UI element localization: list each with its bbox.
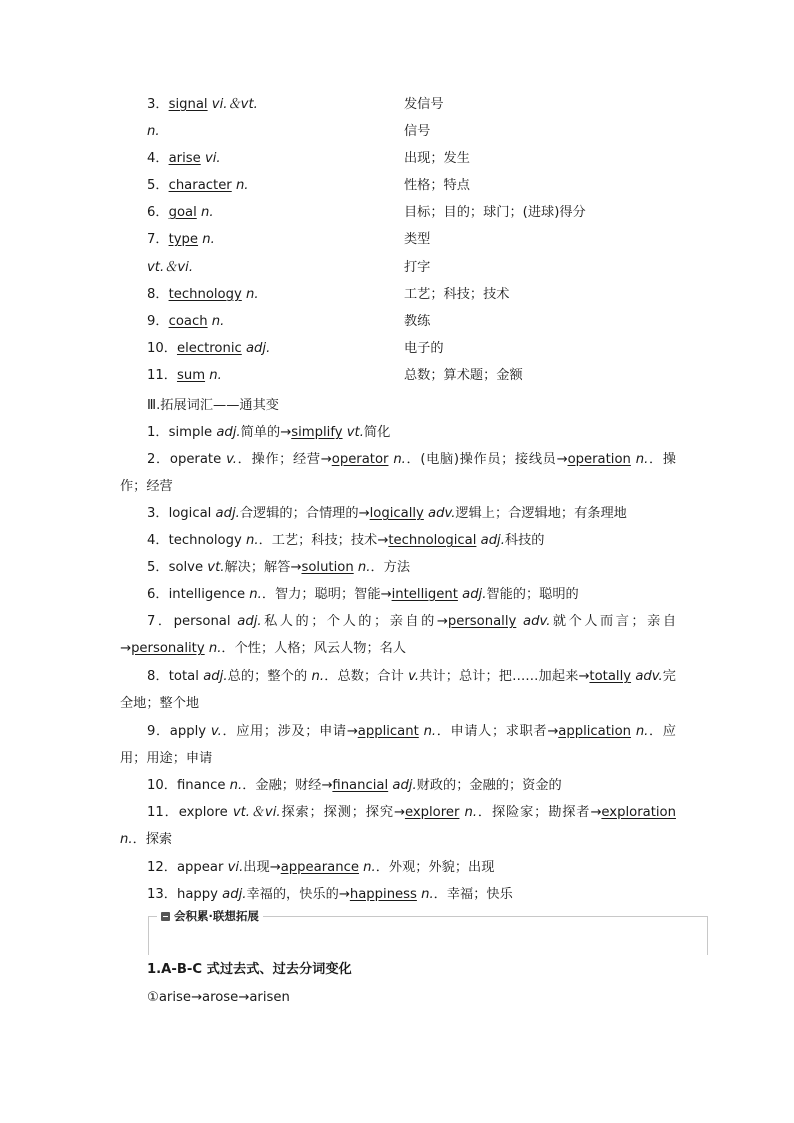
extension-item <box>120 799 676 853</box>
derived-word: solution <box>301 560 354 575</box>
part-of-speech: n. <box>393 452 406 467</box>
vocab-number: 6． <box>147 205 169 220</box>
section-title: Ⅲ.拓展词汇——通其变 <box>147 398 279 413</box>
derived-word: simplify <box>291 425 343 440</box>
text-segment: 3．logical <box>147 506 216 521</box>
text-segment: 简单的→ <box>240 425 292 440</box>
derived-word: exploration <box>601 805 676 820</box>
vocab-meaning: 性格；特点 <box>404 178 470 193</box>
derived-word: financial <box>332 778 389 793</box>
vocab-meaning: 工艺；科技；技术 <box>404 287 510 302</box>
text-segment <box>516 614 523 629</box>
part-of-speech: n. <box>120 832 133 847</box>
vocab-term <box>147 364 222 388</box>
extension-item <box>120 772 676 799</box>
vocab-number: 10． <box>147 341 177 356</box>
text-segment: 1．simple <box>147 425 217 440</box>
text-segment: ．应用；涉及；申请→ <box>221 724 358 739</box>
part-of-speech: n. <box>363 860 376 875</box>
vocab-word: character <box>168 178 232 193</box>
vocab-number: 3． <box>147 97 169 112</box>
vocab-word: coach <box>168 314 208 329</box>
vocab-row <box>0 147 794 171</box>
extension-text <box>120 778 562 793</box>
part-of-speech: n. <box>246 533 259 548</box>
text-segment: 就个人而言；亲自→ <box>120 614 677 656</box>
text-segment: 出现→ <box>243 860 281 875</box>
part-of-speech: adj. <box>215 506 240 521</box>
tail-example: ①arise→arose→arisen <box>147 990 290 1005</box>
extension-text <box>120 805 676 847</box>
vocab-word: type <box>168 232 199 247</box>
tip-box <box>148 909 708 955</box>
part-of-speech: adv. <box>523 614 551 629</box>
minus-box-icon <box>161 912 170 921</box>
vocab-number: 9． <box>147 314 169 329</box>
vocab-row <box>0 228 794 252</box>
part-of-speech: adj. <box>462 587 487 602</box>
vocab-term <box>147 310 224 334</box>
tip-box-label: 会积累·联想拓展 <box>174 909 259 923</box>
part-of-speech: vt. <box>346 425 364 440</box>
extension-text <box>120 587 579 602</box>
text-segment: 解决；解答→ <box>224 560 302 575</box>
vocab-word: arise <box>168 151 201 166</box>
vocab-term <box>147 201 214 225</box>
vocab-term <box>147 283 259 307</box>
text-segment: 7．personal <box>147 614 238 629</box>
vocab-word: sum <box>176 368 206 383</box>
vocab-pos: vi. <box>204 151 221 166</box>
vocab-row <box>0 174 794 198</box>
part-of-speech: adj. <box>216 425 241 440</box>
derived-word: operator <box>331 452 389 467</box>
text-segment: ．总数；合计 <box>324 669 409 684</box>
vocab-pos: n. <box>202 232 215 247</box>
text-segment: 私人的；个人的；亲自的→ <box>261 614 448 629</box>
part-of-speech: vi. <box>227 860 244 875</box>
part-of-speech: n. <box>249 587 262 602</box>
derived-word: application <box>558 724 631 739</box>
vocab-pos: n. <box>246 287 259 302</box>
vocab-pos: vi.＆vt. <box>211 97 258 112</box>
extension-text <box>120 724 676 766</box>
vocab-row <box>0 337 794 361</box>
vocab-word: electronic <box>176 341 242 356</box>
text-segment: 简化 <box>363 425 391 440</box>
extension-text <box>120 425 390 440</box>
extension-item <box>120 854 676 881</box>
part-of-speech: adv. <box>635 669 663 684</box>
part-of-speech: n. <box>635 724 649 739</box>
vocab-row <box>0 310 794 334</box>
text-segment: ．个性；人格；风云人物；名人 <box>221 641 407 656</box>
vocab-pos: n. <box>200 205 214 220</box>
extension-item <box>120 608 676 662</box>
text-segment: 4．technology <box>147 533 246 548</box>
text-segment: ．探险家；勘探者→ <box>477 805 602 820</box>
derived-word: happiness <box>349 887 417 902</box>
vocab-term <box>147 147 221 171</box>
text-segment: 探索；探测；探究→ <box>280 805 405 820</box>
vocab-meaning: 目标；目的；球门；(进球)得分 <box>404 205 586 220</box>
vocab-pos: n. <box>209 368 222 383</box>
vocab-term <box>147 228 215 252</box>
part-of-speech: adj. <box>237 614 262 629</box>
vocab-row <box>0 283 794 307</box>
text-segment: ．智力；聪明；智能→ <box>261 587 392 602</box>
vocab-term <box>147 174 249 198</box>
vocab-number: 5． <box>147 178 169 193</box>
derived-word: intelligent <box>391 587 458 602</box>
derived-word: appearance <box>280 860 359 875</box>
part-of-speech: n. <box>357 560 371 575</box>
vocab-meaning: 总数；算术题；金额 <box>404 368 523 383</box>
extension-text <box>120 452 676 494</box>
derived-word: technological <box>388 533 477 548</box>
text-segment: 共计；总计；把……加起来→ <box>419 669 590 684</box>
text-segment: 财政的；金融的；资金的 <box>416 778 562 793</box>
text-segment: ．应用；用途；申请 <box>120 724 676 766</box>
text-segment: 合逻辑的；合情理的→ <box>239 506 370 521</box>
vocab-word: goal <box>168 205 197 220</box>
extension-text <box>120 560 410 575</box>
extension-item <box>120 718 676 772</box>
text-segment: 5．solve <box>147 560 208 575</box>
derived-word: logically <box>369 506 424 521</box>
vocab-meaning: 电子的 <box>404 341 444 356</box>
extension-item <box>120 446 676 500</box>
vocab-term <box>147 337 270 361</box>
text-segment: 12．appear <box>147 860 228 875</box>
text-segment: 逻辑上；合逻辑地；有条理地 <box>455 506 627 521</box>
vocab-word: technology <box>168 287 242 302</box>
text-segment: ．探索 <box>132 832 173 847</box>
extension-text <box>120 614 676 656</box>
part-of-speech: n. <box>635 452 649 467</box>
text-segment: 13．happy <box>147 887 223 902</box>
vocab-row <box>0 201 794 225</box>
vocab-term <box>147 93 258 117</box>
vocab-number: 7． <box>147 232 169 247</box>
part-of-speech: adj. <box>392 778 417 793</box>
vocab-meaning: 信号 <box>404 124 431 139</box>
vocab-meaning: 出现；发生 <box>404 151 470 166</box>
extension-item <box>120 881 676 908</box>
vocab-word: signal <box>168 97 208 112</box>
text-segment: 10．finance <box>147 778 230 793</box>
derived-word: explorer <box>404 805 460 820</box>
derived-word: applicant <box>357 724 419 739</box>
text-segment: ．幸福；快乐 <box>433 887 513 902</box>
vocab-row <box>0 364 794 388</box>
part-of-speech: n. <box>229 778 243 793</box>
part-of-speech: vt. <box>207 560 225 575</box>
extension-text <box>120 533 544 548</box>
extension-item <box>120 581 676 608</box>
text-segment: ．金融；财经→ <box>242 778 333 793</box>
vocab-row <box>0 120 794 144</box>
extension-item <box>120 663 676 717</box>
extension-text <box>120 887 513 902</box>
vocab-number: 8． <box>147 287 169 302</box>
text-segment: ．外观；外貌；出现 <box>375 860 495 875</box>
vocab-term <box>147 120 160 144</box>
tail-heading: 1.A-B-C 式过去式、过去分词变化 <box>147 962 352 977</box>
text-segment: 9．apply <box>147 724 211 739</box>
text-segment: 智能的；聪明的 <box>486 587 579 602</box>
vocab-term <box>147 256 193 280</box>
text-segment: 总的；整个的 <box>227 669 312 684</box>
part-of-speech: vt.＆vi. <box>232 805 281 820</box>
extension-text <box>120 860 494 875</box>
text-segment: 6．intelligence <box>147 587 250 602</box>
part-of-speech: v. <box>408 669 420 684</box>
part-of-speech: adj. <box>480 533 505 548</box>
part-of-speech: adv. <box>428 506 456 521</box>
part-of-speech: adj. <box>222 887 247 902</box>
text-segment: ．方法 <box>370 560 411 575</box>
vocab-pos: vt.＆vi. <box>147 260 194 275</box>
text-segment: ．(电脑)操作员；接线员→ <box>405 452 568 467</box>
text-segment: 8．total <box>147 669 204 684</box>
vocab-meaning: 发信号 <box>404 97 444 112</box>
part-of-speech: n. <box>423 724 437 739</box>
text-segment: 11．explore <box>147 805 233 820</box>
vocab-number: 4． <box>147 151 169 166</box>
part-of-speech: n. <box>208 641 222 656</box>
text-segment: 2．operate <box>147 452 227 467</box>
part-of-speech: n. <box>311 669 325 684</box>
derived-word: totally <box>589 669 632 684</box>
part-of-speech: n. <box>464 805 478 820</box>
text-segment: ．操作；经营→ <box>237 452 332 467</box>
part-of-speech: n. <box>421 887 434 902</box>
text-segment: ．工艺；科技；技术→ <box>258 533 389 548</box>
vocab-meaning: 教练 <box>404 314 431 329</box>
vocab-meaning: 打字 <box>404 260 431 275</box>
tip-box-label-wrap <box>157 908 263 924</box>
vocab-pos: n. <box>211 314 225 329</box>
text-segment: 幸福的，快乐的→ <box>246 887 350 902</box>
extension-item <box>120 527 676 554</box>
vocab-row <box>0 256 794 280</box>
derived-word: personality <box>131 641 205 656</box>
derived-word: operation <box>567 452 631 467</box>
vocab-meaning: 类型 <box>404 232 431 247</box>
text-segment: 完全地；整个地 <box>120 669 676 711</box>
vocab-pos: n. <box>147 124 160 139</box>
part-of-speech: adj. <box>203 669 228 684</box>
vocab-number: 11． <box>147 368 177 383</box>
extension-text <box>120 669 676 711</box>
vocab-row <box>0 93 794 117</box>
part-of-speech: v. <box>210 724 222 739</box>
derived-word: personally <box>447 614 517 629</box>
text-segment: ．申请人；求职者→ <box>436 724 559 739</box>
vocab-pos: n. <box>235 178 249 193</box>
extension-text <box>120 506 627 521</box>
extension-item <box>120 500 676 527</box>
part-of-speech: v. <box>226 452 237 467</box>
text-segment: ．操作；经营 <box>120 452 676 494</box>
text-segment: 科技的 <box>504 533 545 548</box>
vocab-pos: adj. <box>245 341 271 356</box>
extension-item <box>120 419 676 446</box>
extension-item <box>120 554 676 581</box>
